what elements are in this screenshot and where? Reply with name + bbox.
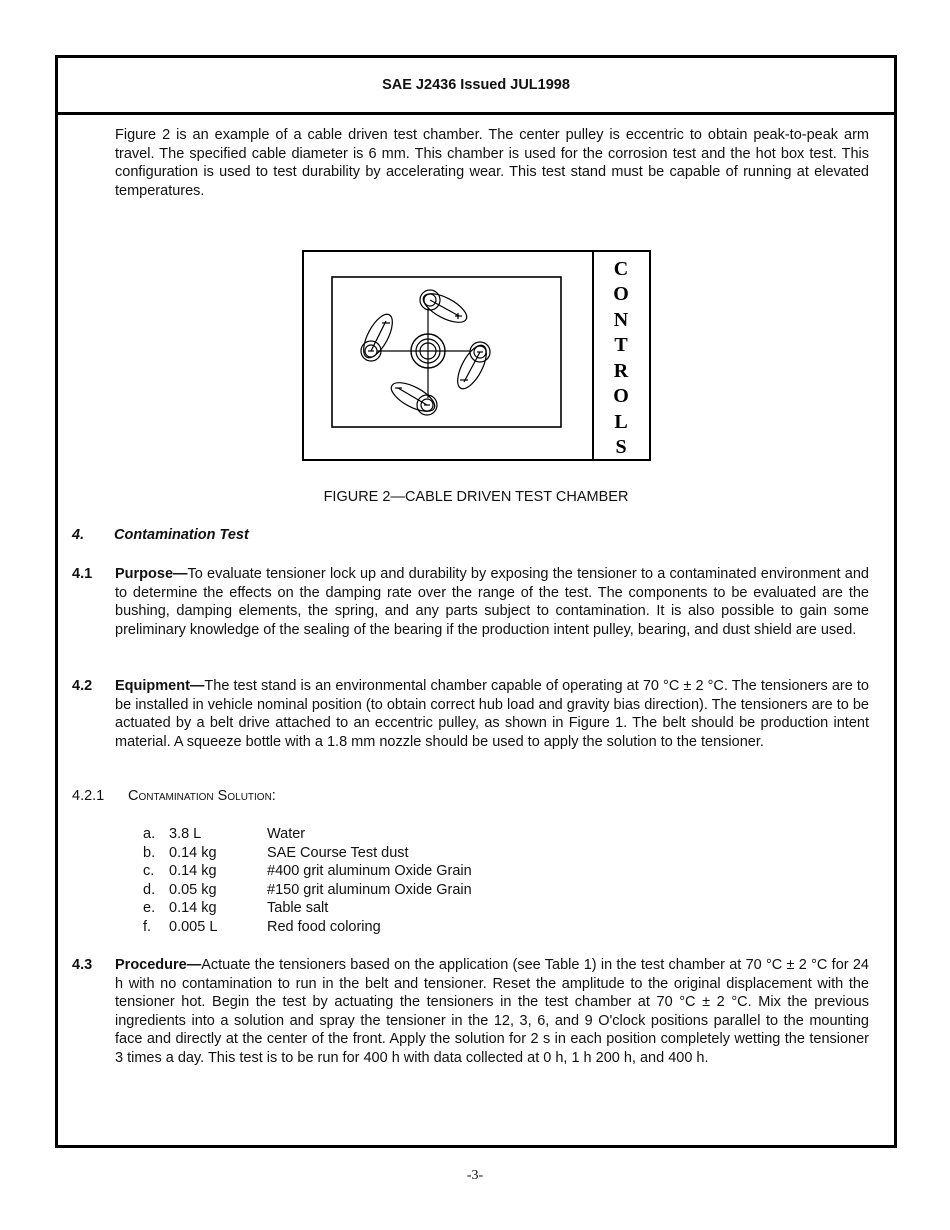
section-title: Contamination Solution:	[128, 788, 276, 804]
section-number: 4.2	[72, 678, 93, 694]
controls-letter: O	[613, 283, 629, 305]
controls-label	[613, 258, 629, 458]
section-number: 4.	[72, 527, 85, 543]
section-label: Purpose—	[115, 566, 188, 582]
section-number: 4.1	[72, 566, 93, 582]
section-label: Procedure—	[115, 957, 202, 973]
section-title: Contamination Test	[114, 527, 249, 543]
document-title: SAE J2436 Issued JUL1998	[382, 77, 570, 93]
controls-letter: T	[614, 334, 628, 356]
section-label: Equipment—	[115, 678, 205, 694]
figure-2-diagram	[302, 250, 652, 462]
page-number: -3-	[466, 1168, 484, 1183]
controls-letter: C	[613, 258, 629, 280]
controls-letter: O	[613, 385, 629, 407]
controls-letter: S	[615, 436, 627, 458]
list-item: d. 0.05 kg #150 grit aluminum Oxide Grain	[143, 881, 472, 898]
tensioner-top	[419, 288, 471, 328]
list-item: f. 0.005 L Red food coloring	[143, 918, 381, 935]
section-number: 4.3	[72, 957, 93, 973]
chamber-outer-box	[303, 251, 593, 460]
section-4-heading	[72, 527, 249, 543]
controls-letter: L	[614, 411, 628, 433]
drive-spokes	[377, 308, 470, 398]
section-4-1	[72, 565, 869, 639]
page-frame	[55, 55, 897, 1148]
tensioner-bottom	[387, 377, 439, 417]
list-item: c. 0.14 kg #400 grit aluminum Oxide Grain	[143, 863, 472, 880]
section-4-2-1	[72, 788, 276, 804]
intro-paragraph: Figure 2 is an example of a cable driven test chamber. The center pulley is eccentric to obtain peak-to-peak arm travel. The specified cable diameter is 6 mm. This chamber is used for the corrosion test and the hot box test. This configuration is used to test durability by accelerating wear. This test stand must be capable of running at elevated temperatures.	[115, 127, 869, 199]
controls-letter: N	[613, 309, 629, 331]
section-text: The test stand is an environmental chamber capable of operating at 70 °C ± 2 °C. The tensioners are to be installed in vehicle nominal position (to obtain correct hub load and gravity bias direction). The tensioners are to be actuated by a belt drive attached to an eccentric pulley, as shown in Figure 1. The belt should be production intent material. A squeeze bottle with a 1.8 mm nozzle should be used to apply the solution to the tensioner.	[115, 678, 869, 750]
list-item: e. 0.14 kg Table salt	[143, 900, 329, 917]
ingredient-list	[143, 825, 472, 937]
section-number: 4.2.1	[72, 788, 105, 804]
figure-caption: FIGURE 2—CABLE DRIVEN TEST CHAMBER	[323, 489, 629, 505]
section-4-2	[72, 677, 869, 751]
controls-letter: R	[613, 360, 629, 382]
page-header	[58, 58, 894, 115]
section-text: To evaluate tensioner lock up and durability by exposing the tensioner to a contaminated environment and to determine the effects on the damping rate over the range of the test. The components to be evaluated are the bushing, damping elements, the spring, and any parts subject to contamination. It is also possible to gain some preliminary knowledge of the sealing of the bearing if the production intent pulley, bearing, and dust shield are used.	[115, 566, 869, 638]
center-eccentric-pulley	[411, 334, 445, 368]
section-4-3	[72, 956, 869, 1067]
tensioner-left	[358, 310, 398, 362]
list-item: a. 3.8 L Water	[143, 826, 306, 842]
chamber-inner-box	[332, 277, 561, 427]
section-text: Actuate the tensioners based on the application (see Table 1) in the test chamber at 70 °C ± 2 °C for 24 h with no contamination to run in the belt and tensioner. Reset the amplitude to the original displacement with the tensioner hot. Begin the test by actuating the tensioners in the test chamber at 70 °C ± 2 °C. Mix the previous ingredients into a solution and spray the tensioner in the 12, 3, 6, and 9 O'clock positions parallel to the mounting face and directly at the center of the front. Apply the solution for 2 s in each position completely wetting the tensioner 3 times a day. This test is to be run for 400 h with data collected at 0 h, 1 h 200 h, and 400 h.	[115, 957, 869, 1066]
list-item: b. 0.14 kg SAE Course Test dust	[143, 844, 409, 861]
tensioner-right	[452, 341, 492, 393]
